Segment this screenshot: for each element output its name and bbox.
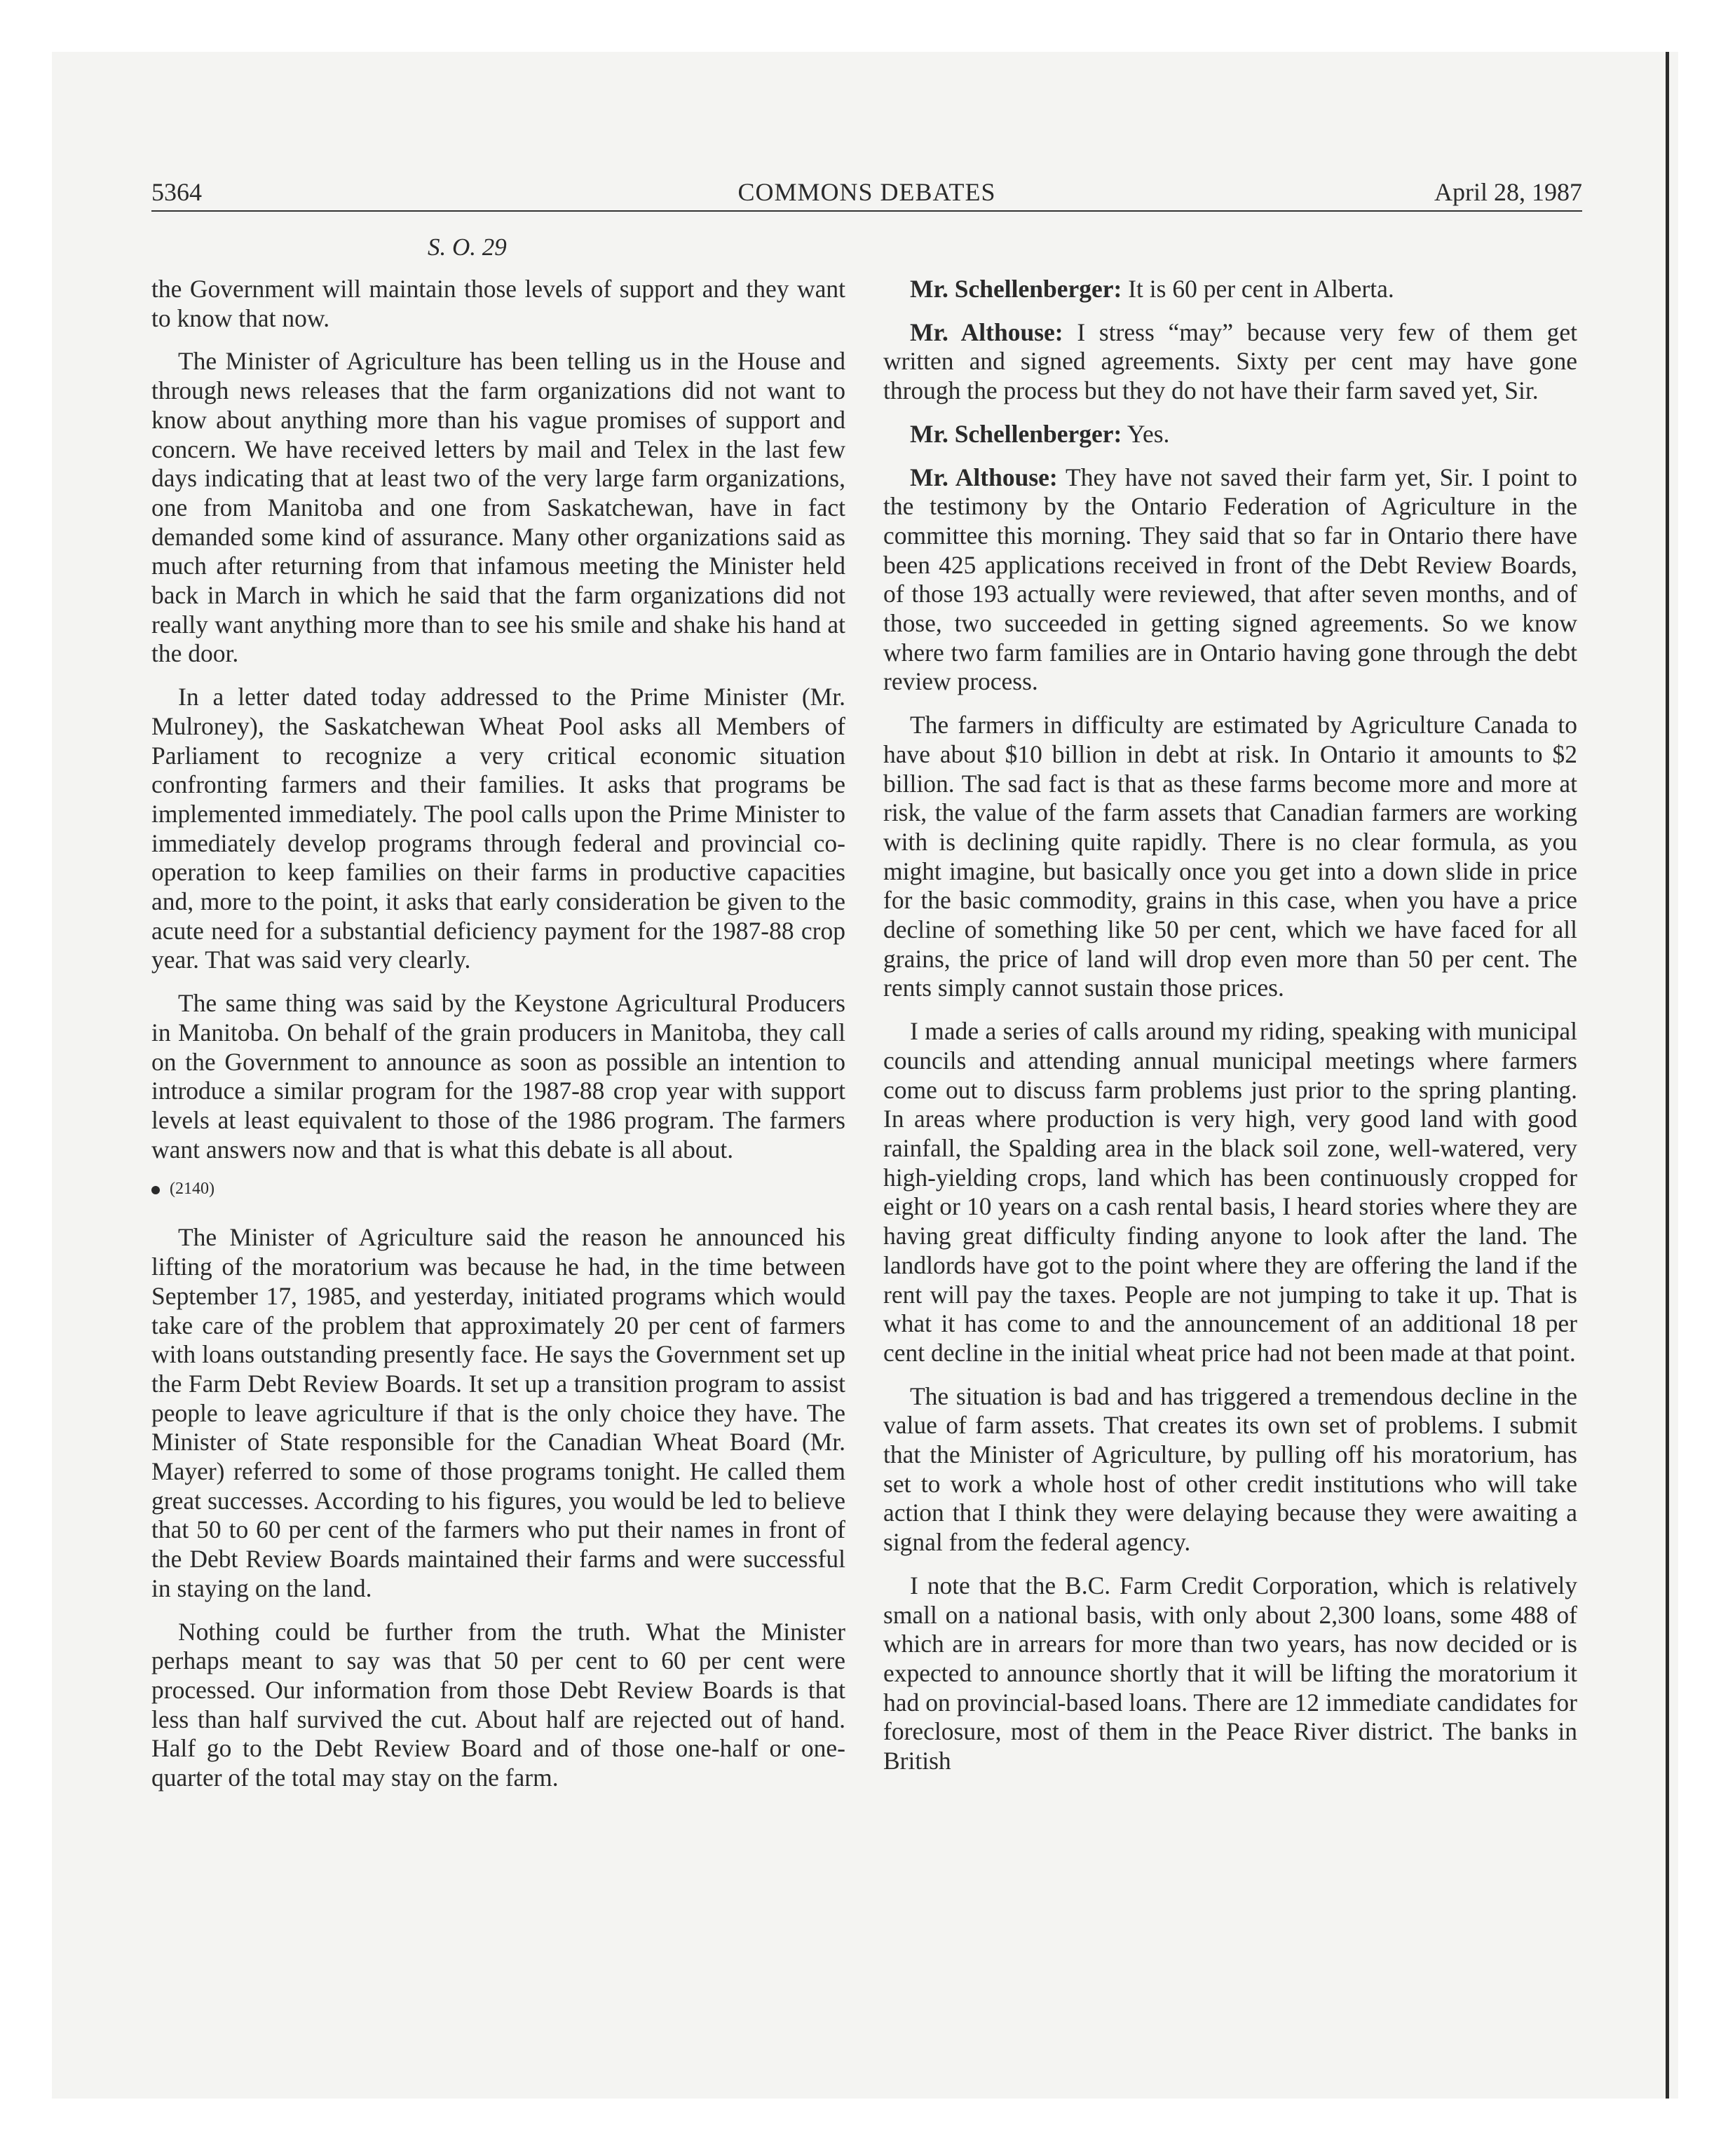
- paragraph: I note that the B.C. Farm Credit Corporation, which is relatively small on a national basis, with only about 2,300 loans, some 488 of which are in arrears for more than two years, has now decided or is expected to announce shortly that it will be lifting the moratorium it had on provincial-based loans. There are 12 immediate candidates for foreclosure, most of them in the Peace River district. The banks in British: [883, 1571, 1577, 1775]
- speaker-name: Mr. Schellenberger:: [910, 419, 1122, 448]
- right-column: [883, 275, 1577, 1790]
- speech-text: Yes.: [1122, 419, 1170, 448]
- bullet-icon: [151, 1186, 160, 1194]
- left-column: [151, 275, 845, 1807]
- speech: [883, 318, 1577, 406]
- speech-text: They have not saved their farm yet, Sir. I point to the testimony by the Ontario Federation of Agriculture in the committee this morning. They said that so far in Ontario there have been 425 applications received in front of the Debt Review Boards, of those 193 actually were reviewed, that after seven months, and of those, two succeeded in getting signed agreements. So we know where two farm families are in Ontario having gone through the debt review process.: [883, 463, 1578, 696]
- header-date: April 28, 1987: [1434, 178, 1582, 206]
- page-number: 5364: [151, 178, 202, 206]
- speech-text: I stress “may” because very few of them get written and signed agreements. Sixty per cent may have gone through the process but they do not have their farm saved yet, Sir.: [883, 318, 1578, 405]
- paragraph: The farmers in difficulty are estimated by Agriculture Canada to have about $10 billion in debt at risk. In Ontario it amounts to $2 billion. The sad fact is that as these farms become more and more at risk, the value of the farm assets that Canadian farmers are working with is declining quite rapidly. There is no clear formula, as you might imagine, but basically once you get into a down slide in price for the basic commodity, grains in this case, when you have a price decline of something like 50 per cent, which we have faced for all grains, the price of land will drop even more than 50 per cent. The rents simply cannot sustain those prices.: [883, 711, 1577, 1002]
- paragraph: Nothing could be further from the truth. What the Minister perhaps meant to say was that 50 per cent to 60 per cent were processed. Our information from those Debt Review Boards is that less than half survived the cut. About half are rejected out of hand. Half go to the Debt Review Board and of those one-half or one-quarter of the total may stay on the farm.: [151, 1617, 845, 1792]
- speech: [883, 463, 1577, 697]
- paragraph: I made a series of calls around my riding, speaking with municipal councils and attending annual municipal meetings where farmers come out to discuss farm problems just prior to the spring planting. In areas where production is very high, very good land with good rainfall, the Spalding area in the black soil zone, well-watered, very high-yielding crops, land which has been continuously cropped for eight or 10 years on a cash rental basis, I heard stories where they are having great difficulty finding anyone to look after the land. The landlords have got to the point where they are offering the land if the rent will pay the taxes. People are not jumping to take it up. That is what it has come to and the announcement of an additional 18 per cent decline in the initial wheat price had not been made at that point.: [883, 1017, 1577, 1367]
- speaker-name: Mr. Schellenberger:: [910, 275, 1122, 303]
- paragraph: the Government will maintain those levels of support and they want to know that now.: [151, 275, 845, 332]
- speech-text: It is 60 per cent in Alberta.: [1122, 275, 1394, 303]
- section-tag: S. O. 29: [428, 233, 507, 261]
- paragraph: The same thing was said by the Keystone Agricultural Producers in Manitoba. On behalf of the grain producers in Manitoba, they call on the Government to announce as soon as possible an intention to introduce a similar program for the 1987-88 crop year with support levels at least equivalent to those of the 1986 program. The farmers want answers now and that is what this debate is all about.: [151, 989, 845, 1164]
- time-marker: [151, 1178, 845, 1199]
- journal-title: COMMONS DEBATES: [737, 178, 996, 206]
- paragraph: The situation is bad and has triggered a tremendous decline in the value of farm assets. That creates its own set of problems. I submit that the Minister of Agriculture, by pulling off his moratorium, has set to work a whole host of other credit institutions who will take action that I think they were delaying because they were awaiting a signal from the federal agency.: [883, 1381, 1577, 1557]
- paragraph: In a letter dated today addressed to the Prime Minister (Mr. Mulroney), the Saskatchewan Wheat Pool asks all Members of Parliament to recognize a very critical economic situation confronting farmers and their families. It asks that programs be implemented immediately. The pool calls upon the Prime Minister to immediately develop programs through federal and provincial co-operation to keep families on their farms in productive capacities and, more to the point, it asks that early consideration be given to the acute need for a substantial deficiency payment for the 1987-88 crop year. That was said very clearly.: [151, 683, 845, 974]
- speech: [883, 420, 1577, 449]
- paragraph: The Minister of Agriculture has been telling us in the House and through news releases that the farm organizations did not want to know about anything more than his vague promises of support and concern. We have received letters by mail and Telex in the last few days indicating that at least two of the very large farm organizations, one from Manitoba and one from Saskatchewan, have in fact demanded some kind of assurance. Many other organizations said as much after returning from that infamous meeting the Minister held back in March in which he said that the farm organizations did not really want anything more than to see his smile and shake his hand at the door.: [151, 347, 845, 668]
- speech: [883, 275, 1577, 304]
- speaker-name: Mr. Althouse:: [910, 463, 1058, 491]
- page-edge-shadow: [1666, 52, 1669, 2099]
- time-marker-text: (2140): [170, 1180, 215, 1199]
- speaker-name: Mr. Althouse:: [910, 318, 1063, 346]
- running-header: [151, 178, 1582, 212]
- paragraph: The Minister of Agriculture said the reason he announced his lifting of the moratorium was because he had, in the time between September 17, 1985, and yesterday, initiated programs which would take care of the problem that approximately 20 per cent of farmers with loans outstanding presently face. He says the Government set up the Farm Debt Review Boards. It set up a transition program to assist people to leave agriculture if that is the only choice they have. The Minister of State responsible for the Canadian Wheat Board (Mr. Mayer) referred to some of those programs tonight. He called them great successes. According to his figures, you would be led to believe that 50 to 60 per cent of the farmers who put their names in front of the Debt Review Boards maintained their farms and were successful in staying on the land.: [151, 1223, 845, 1602]
